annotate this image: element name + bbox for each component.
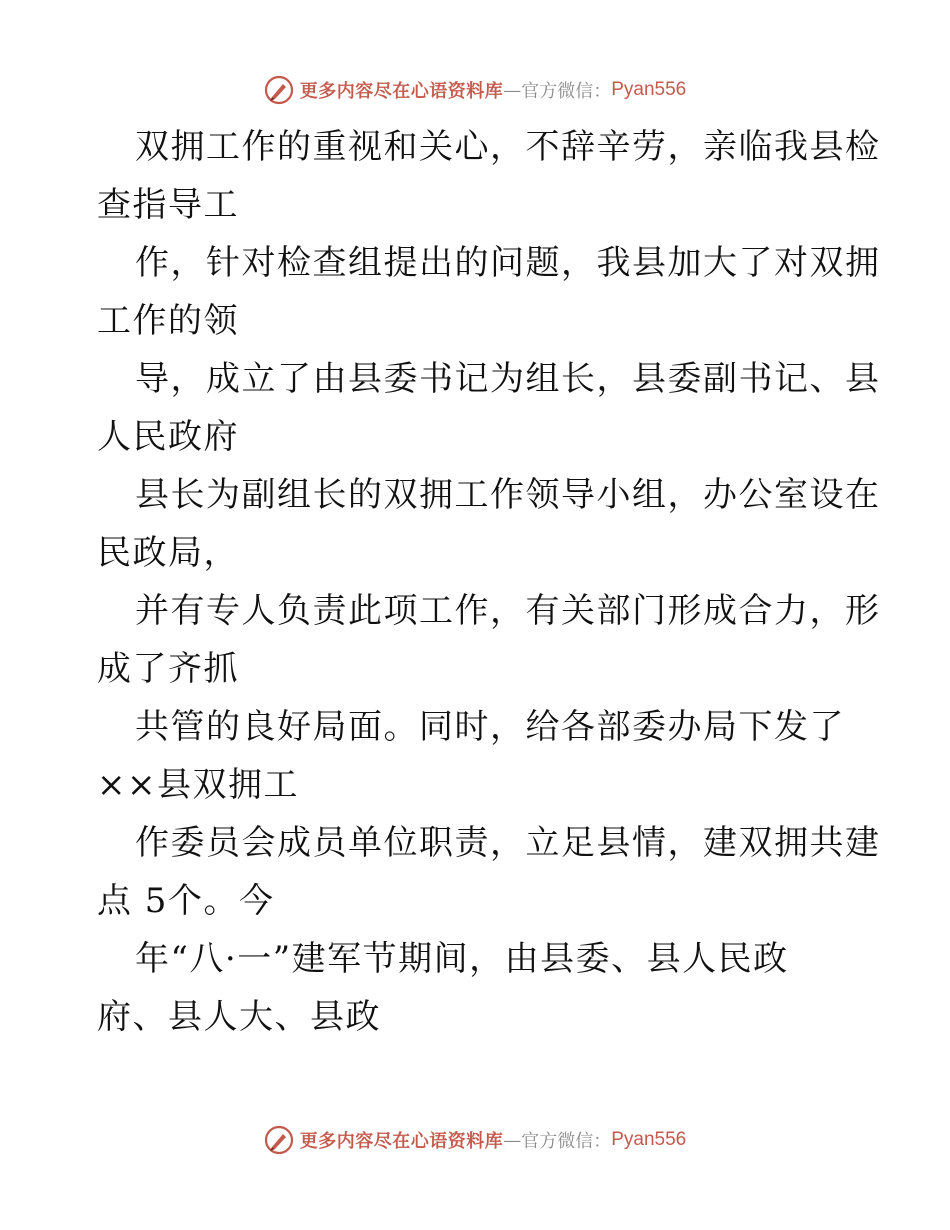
document-body (97, 118, 881, 1046)
body-line: 人民政府 (97, 417, 239, 457)
body-line: 查指导工 (97, 185, 239, 225)
pen-logo-icon (264, 75, 294, 105)
banner-wechat-label: 官方微信： (521, 1131, 612, 1152)
banner-dash: — (503, 79, 522, 101)
banner-dash: — (503, 1129, 522, 1151)
body-line: 作，针对检查组提出的问题，我县加大了对双拥 (135, 243, 881, 283)
banner-wechat-id: Pyan556 (611, 79, 687, 100)
banner-wechat-label: 官方微信： (521, 81, 612, 102)
footer-banner (0, 1120, 950, 1160)
body-line: ××县双拥工 (97, 765, 299, 805)
body-line: 工作的领 (97, 301, 239, 341)
body-line: 双拥工作的重视和关心，不辞辛劳，亲临我县检 (135, 127, 881, 167)
body-line: 点 5个。今 (97, 881, 275, 921)
body-line: 作委员会成员单位职责，立足县情，建双拥共建 (135, 823, 881, 863)
banner-wechat-id: Pyan556 (611, 1129, 687, 1150)
banner-text: 更多内容尽在心语资料库 (299, 81, 504, 102)
body-line: 府、县人大、县政 (97, 997, 381, 1037)
pen-logo-icon (264, 1125, 294, 1155)
body-line: 导，成立了由县委书记为组长，县委副书记、县 (135, 359, 881, 399)
banner-text: 更多内容尽在心语资料库 (299, 1131, 504, 1152)
body-line: 年“八·一”建军节期间，由县委、县人民政 (135, 939, 789, 979)
header-banner (0, 70, 950, 110)
body-line: 共管的良好局面。同时，给各部委办局下发了 (135, 707, 845, 747)
body-line: 成了齐抓 (97, 649, 239, 689)
body-line: 民政局， (97, 533, 239, 573)
body-line: 并有专人负责此项工作，有关部门形成合力，形 (135, 591, 881, 631)
body-line: 县长为副组长的双拥工作领导小组，办公室设在 (135, 475, 881, 515)
